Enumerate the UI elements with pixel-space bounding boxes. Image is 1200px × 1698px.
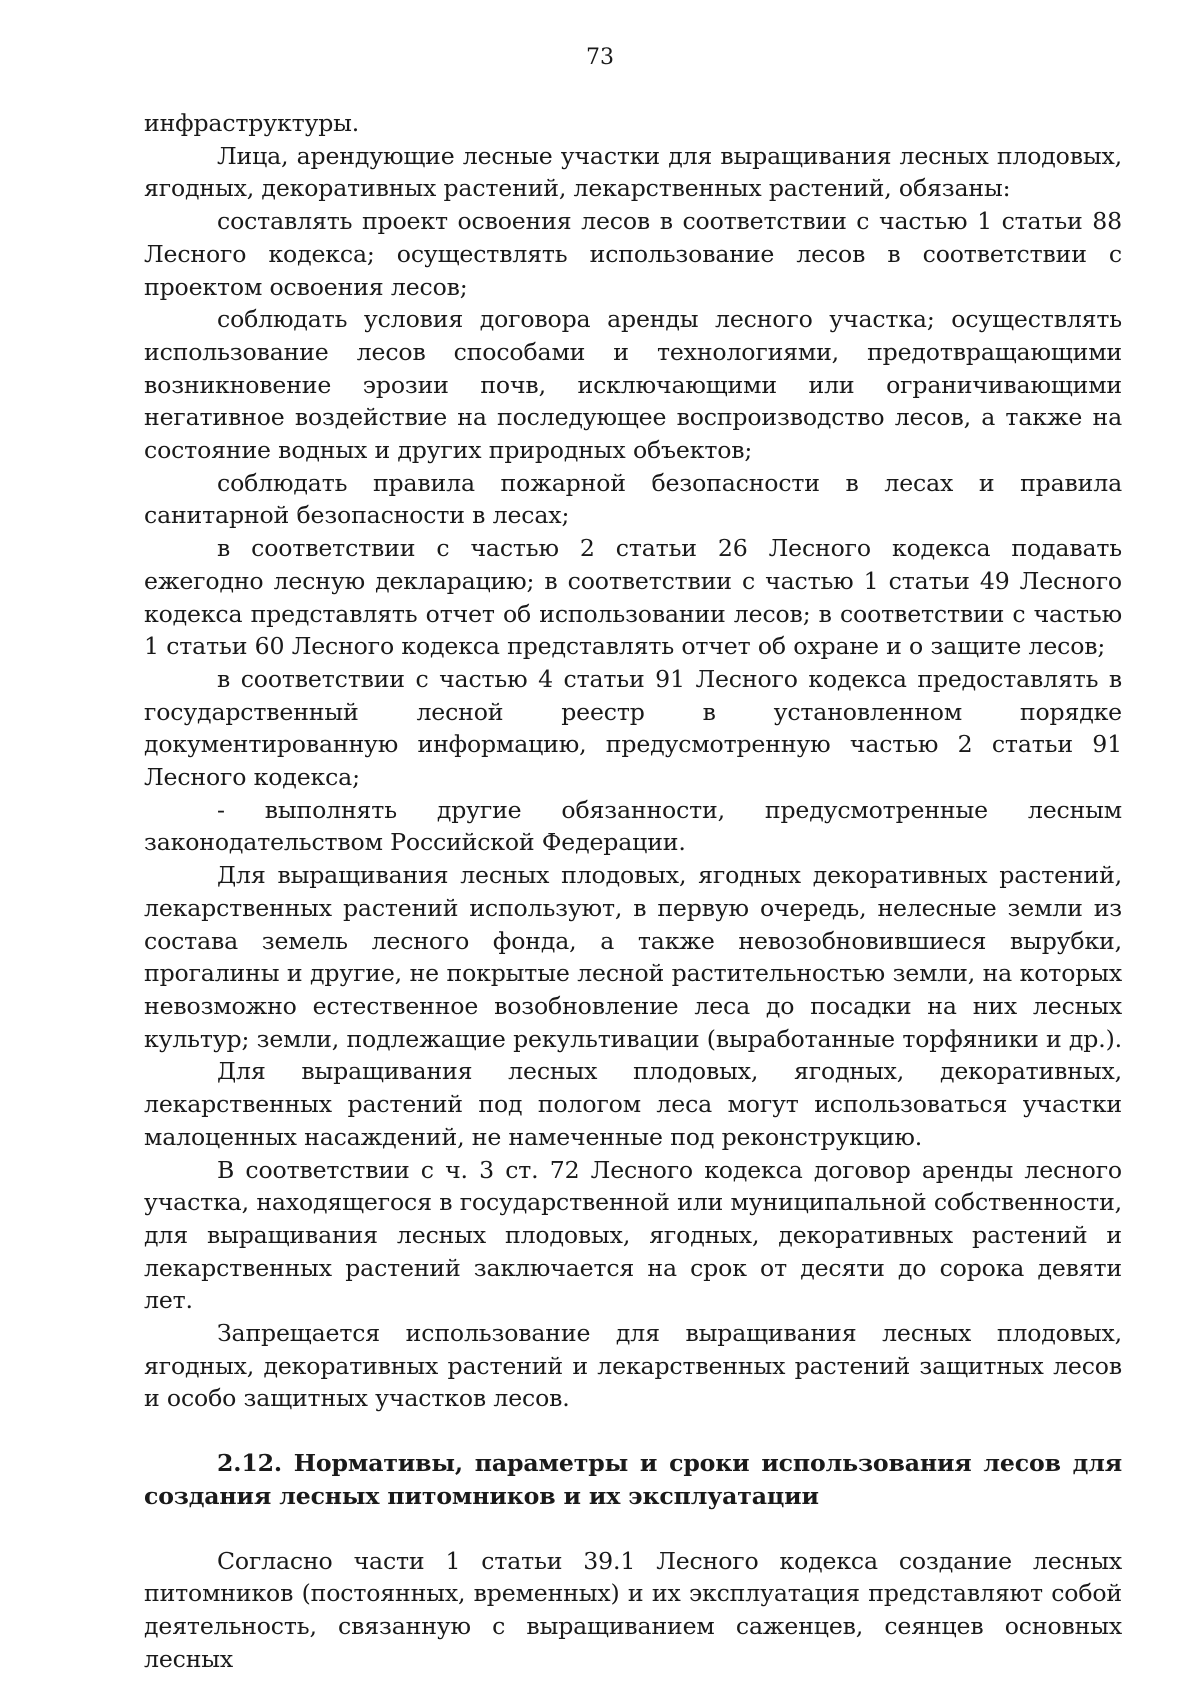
paragraph-nurseries: Согласно части 1 статьи 39.1 Лесного кодекса создание лесных питомников (постоянных, временных) и их эксплуатация представляют собой деятельность, связанную с выращиванием саженцев, сеянцев основных лесных	[144, 1546, 1122, 1673]
paragraph-under-canopy: Для выращивания лесных плодовых, ягодных, декоративных, лекарственных растений под пологом леса могут использоваться участки малоценных насаждений, не намеченные под реконструкцию.	[144, 1057, 1122, 1151]
paragraph-lease-conditions: соблюдать условия договора аренды лесного участка; осуществлять использование лесов способами и технологиями, предотвращающими возникновение эрозии почв, исключающими или ограничивающими негативное воздействие на последующее воспроизводство лесов, а также на состояние водных и других природных объектов;	[144, 305, 1122, 465]
page-number: 73	[586, 45, 614, 70]
paragraph-forest-declaration: в соответствии с частью 2 статьи 26 Лесного кодекса подавать ежегодно лесную декларацию; в соответствии с частью 1 статьи 49 Лесного кодекса представлять отчет об использовании лесов; в соответствии с частью 1 статьи 60 Лесного кодекса представлять отчет об охране и о защите лесов;	[144, 534, 1122, 661]
paragraph-forest-register: в соответствии с частью 4 статьи 91 Лесного кодекса предоставлять в государственный лесной реестр в установленном порядке документированную информацию, предусмотренную частью 2 статьи 91 Лесного кодекса;	[144, 664, 1122, 792]
paragraph-prohibition: Запрещается использование для выращивания лесных плодовых, ягодных, декоративных растений и лекарственных растений защитных лесов и особо защитных участков лесов.	[144, 1319, 1122, 1413]
section-heading: 2.12. Нормативы, параметры и сроки использования лесов для создания лесных питомников и их эксплуатации	[144, 1449, 1122, 1510]
paragraph-forest-development-project: составлять проект освоения лесов в соответствии с частью 1 статьи 88 Лесного кодекса; осуществлять использование лесов в соответствии с проектом освоения лесов;	[144, 207, 1122, 301]
paragraph-fire-safety: соблюдать правила пожарной безопасности в лесах и правила санитарной безопасности в лесах;	[144, 468, 1122, 530]
paragraph-lease-term: В соответствии с ч. 3 ст. 72 Лесного кодекса договор аренды лесного участка, находящегося в государственной или муниципальной собственности, для выращивания лесных плодовых, ягодных, декоративных растений и лекарственных растений заключается на срок от десяти до сорока девяти лет.	[144, 1155, 1122, 1315]
paragraph-lessees-obligations: Лица, арендующие лесные участки для выращивания лесных плодовых, ягодных, декоративных растений, лекарственных растений, обязаны:	[144, 141, 1122, 203]
paragraph-non-forest-lands: Для выращивания лесных плодовых, ягодных декоративных растений, лекарственных растений используют, в первую очередь, нелесные земли из состава земель лесного фонда, а также невозобновившиеся вырубки, прогалины и другие, не покрытые лесной растительностью земли, на которых невозможно естественное возобновление леса до посадки на них лесных культур; земли, подлежащие рекультивации (выработанные торфяники и др.).	[144, 861, 1122, 1053]
paragraph-infrastructure: инфраструктуры.	[144, 109, 360, 137]
page-content	[144, 107, 1122, 1675]
paragraph-other-obligations: - выполнять другие обязанности, предусмотренные лесным законодательством Российской Федерации.	[144, 795, 1122, 857]
